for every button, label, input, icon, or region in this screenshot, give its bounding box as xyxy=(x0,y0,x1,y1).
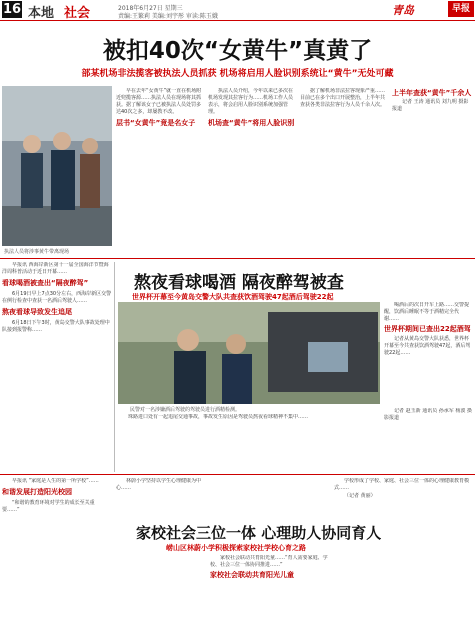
column-divider xyxy=(114,262,115,472)
article3-column-3: 家校社会联动共育阳光童……“育人需要家庭、学校、社会三位一体协同推进……” 家校社会联动共育阳光儿童 xyxy=(210,555,330,618)
article1-subhead-1: 层书“女黄牛”竟是名女子 xyxy=(116,119,196,127)
divider xyxy=(0,258,475,259)
page-header xyxy=(0,0,475,21)
article1-subhead-2: 机场查“黄牛”将用人脸识别 xyxy=(208,119,295,127)
article2-body: 珠路进口处有一起追尾交通事故，事故发生原因是驾驶员熬夜看球精神不集中…… xyxy=(128,414,309,420)
article1-photo-caption: 执法人员将涉事黄牛带离现场 xyxy=(4,249,70,255)
article2-subhead: 世界杯期间已查出22起酒驾 xyxy=(384,325,471,333)
left-story xyxy=(2,262,112,472)
left-story-heading-2: 熬夜看球导致发生追尾 xyxy=(2,308,72,316)
issue-date: 2018年6月27日 星期三 xyxy=(118,5,183,12)
article2-photo xyxy=(118,302,380,404)
masthead-logo: 青岛 xyxy=(392,4,414,17)
article3-left-column xyxy=(2,478,112,618)
article3-subhead: 家校社会联动共育阳光儿童 xyxy=(210,571,294,579)
article3-body-1: “和谐的教育环境对学生的成长至关重要……” xyxy=(2,500,95,513)
article1-column-3: 据了解机场非法拉客现象严重……目前已在多个出口开展整治，上半年共查获各类非法拉客行为人员千余人次。 xyxy=(300,88,386,108)
article1-subtitle: 部某机场非法揽客被执法人员抓获 机场将启用人脸识别系统让“黄牛”无处可藏 xyxy=(81,69,394,79)
article1-photo xyxy=(2,86,112,246)
left-story-lead: 早报讯 西海岸新区第十一届全国海洋节暨海洋周科普活动于近日开幕…… xyxy=(2,262,109,275)
editor-credits: 责编:王繁莉 美编:刘宇彤 审读:陈玉娥 xyxy=(118,13,218,20)
article3-credit: （记者 黄丽） xyxy=(344,493,376,499)
article1-credit: 记者 王涛 通讯员 刘九明 摄影报道 xyxy=(392,99,469,112)
section-name-accent: 社会 xyxy=(64,6,91,21)
article3-column-4: 学校形成了学校、家庭、社会三位一体的心理健康教育模式…… （记者 黄丽） xyxy=(334,478,472,618)
article3-title: 家校社会三位一体 心理助人协同育人 xyxy=(136,524,382,542)
article3-column-2: 林蔚小学坚持以学生心理健康为中心…… xyxy=(116,478,202,491)
article2-photo-caption: 民警对一名涉嫌酒后驾驶的驾驶员进行酒精检测。 xyxy=(130,407,241,413)
article3-lead: 早报讯 “家庭是人生的第一所学校”…… xyxy=(12,478,99,484)
page-number: 16 xyxy=(2,2,22,17)
article1-title: 被扣40次“女黄牛”真黄了 xyxy=(102,38,373,64)
article3-heading-1: 和谐发展打造阳光校园 xyxy=(2,488,72,496)
article2-subtitle: 世界杯开幕至今黄岛交警大队共查获饮酒驾驶47起酒后驾驶22起 xyxy=(132,293,334,301)
masthead-logo-box: 早报 xyxy=(448,1,474,17)
article2-credit-block xyxy=(384,408,472,470)
article2-title: 熬夜看球喝酒 隔夜醉驾被查 xyxy=(134,273,344,293)
left-story-body-1: 6月19日早上7点30分左右，西海岸新区交警在例行检查中查获一名酒后驾驶人…… xyxy=(2,291,112,304)
left-story-body-2: 6月18日下午3时，黄岛交警大队事故处理中队接到报警称…… xyxy=(2,320,110,333)
article1-column-1: 早在去年“女黄牛”就一直在机场附近兜揽客源……执法人员在现场将其抓获。据了解该女子已被执法人员处罚多达40次之多，却屡教不改。 层书“女黄牛”竟是名女子 xyxy=(116,88,204,248)
article2-right-column: 喝酒后的次日开车上路……交警提醒，饮酒后睡眠不等于酒精完全代谢…… 世界杯期间已查出22起酒驾 记者从黄岛交警大队获悉，世界杯开幕至今共查获饮酒驾驶47起，酒后驾驶22起…… xyxy=(384,302,471,356)
article1-subhead-3: 上半年查获“黄牛”千余人 xyxy=(392,89,472,97)
article1-column-2: 执法人员介绍，今年以来已多次在机场发现其拉客行为……机场工作人员表示，将会启用人脸识别系统加强管理。 机场查“黄牛”将用人脸识别 xyxy=(208,88,295,127)
section-name: 本地 xyxy=(28,6,55,21)
article1-column-4 xyxy=(392,88,472,248)
article3-subtitle: 崂山区林蔚小学积极探索家校社学校心育之路 xyxy=(166,544,306,552)
article2-credit: 记者 赵玉新 通讯员 孙承军 杨波 摄影报道 xyxy=(384,408,472,421)
left-story-heading-1: 看球喝酒被查出“隔夜醉驾” xyxy=(2,279,89,287)
divider xyxy=(0,474,475,475)
